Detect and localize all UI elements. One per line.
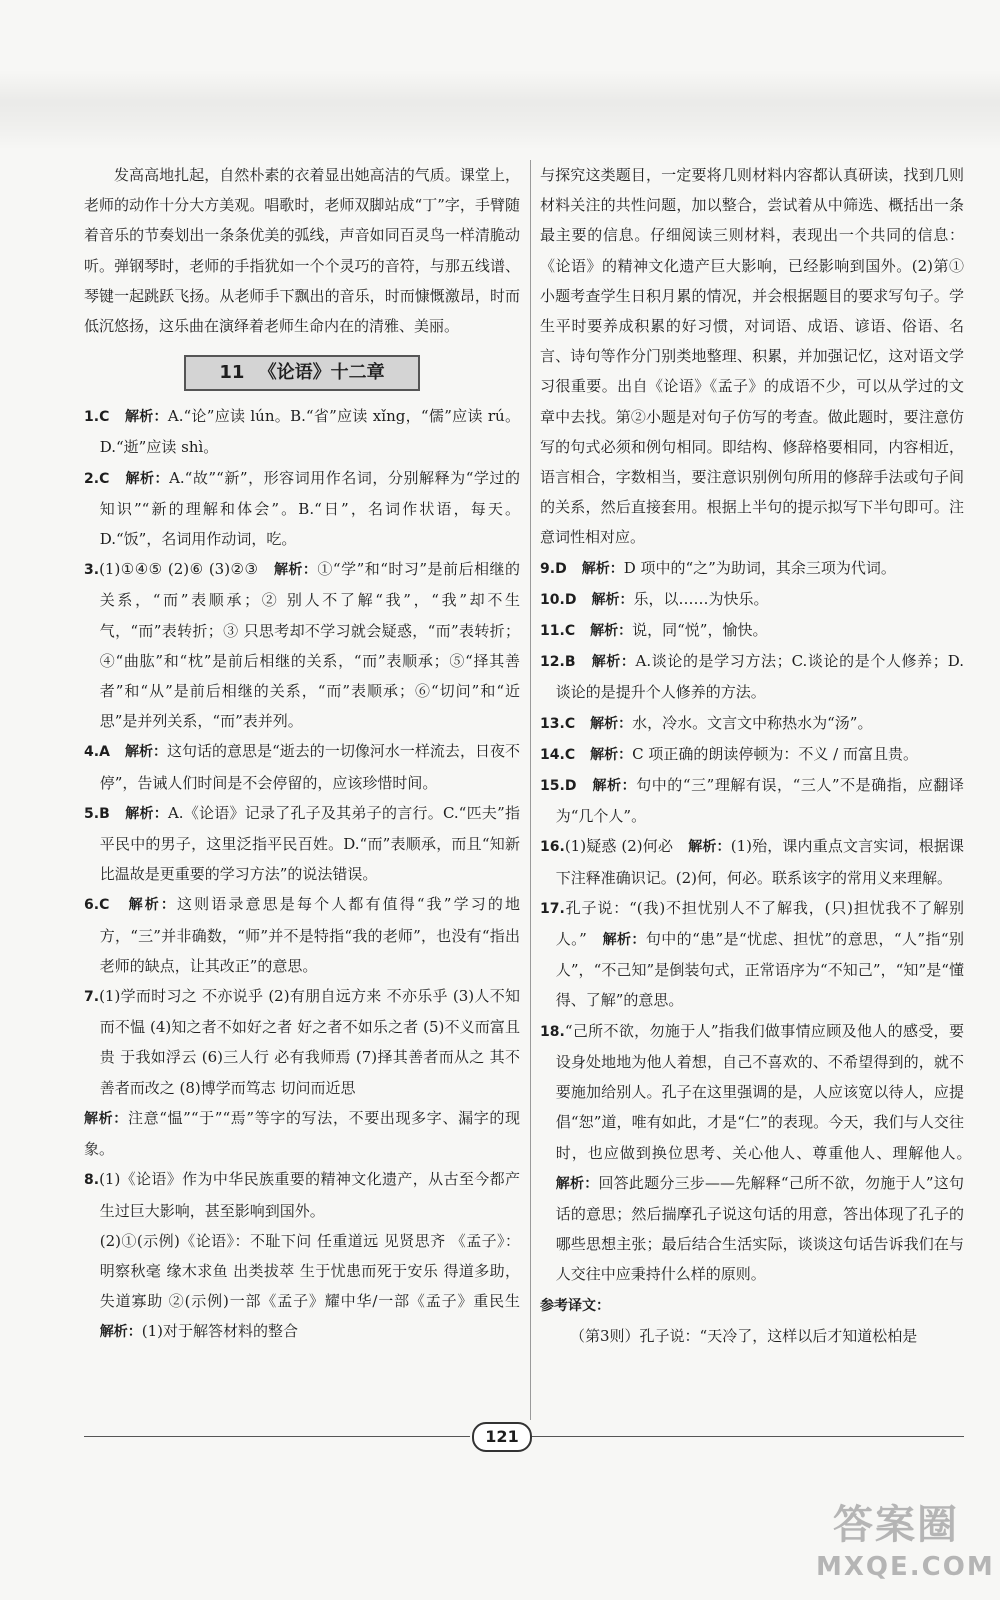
item-answer: C — [564, 623, 576, 640]
analysis-label: 解析： — [125, 470, 170, 487]
answer-item — [540, 770, 964, 831]
item-answer: C — [99, 897, 110, 914]
analysis-text: A.谈论的是学习方法；C.谈论的是个人修养；D.谈论的是提升个人修养的方法。 — [555, 652, 964, 702]
item-number: 6. — [84, 897, 100, 914]
answer-item — [84, 554, 520, 736]
answer-note — [84, 1103, 520, 1164]
item-number: 18. — [540, 1023, 565, 1040]
item-number: 15. — [540, 778, 565, 795]
item-number: 4. — [84, 744, 100, 761]
item-answer: D — [564, 778, 577, 795]
analysis-label: 解析： — [581, 560, 624, 577]
item-answer: C — [564, 715, 576, 732]
analysis-text: A.“论”应读 lún。B.“省”应读 xǐng，“儒”应读 rú。D.“逝”应读 shì。 — [99, 407, 520, 457]
intro-paragraph: 发高高地扎起，自然朴素的衣着显出她高洁的气质。课堂上，老师的动作十分大方美观。唱歌时，老师双脚站成“丁”字，手臂随着音乐的节奏划出一条条优美的弧线，声音如同百灵鸟一样清脆动听。弹钢琴时，老师的手指犹如一个个灵巧的音符，与那五线谱、琴键一起跳跃飞扬。从老师手下飘出的音乐，时而慷慨激昂，时而低沉悠扬，这乐曲在演绎着老师生命内在的清雅、美丽。 — [84, 166, 520, 336]
analysis-text: 注意“愠”“于”“焉”等字的写法，不要出现多字、漏字的现象。 — [84, 1108, 521, 1159]
item-answer: B — [564, 654, 576, 671]
answer-item — [84, 401, 520, 462]
reference-title — [540, 1290, 964, 1321]
watermark-site: MXQE.COM — [816, 1552, 995, 1582]
answer-item — [84, 736, 520, 797]
scan-shadow-band — [0, 70, 1000, 150]
column-divider — [530, 160, 531, 1420]
analysis-label: 解析： — [591, 654, 636, 671]
analysis-label: 解析： — [124, 409, 168, 426]
analysis-text: (1)对于解答材料的整合 — [141, 1322, 298, 1341]
analysis-text: 乐，以……为快乐。 — [633, 589, 769, 608]
answer-item — [540, 646, 964, 707]
page-number: 121 — [472, 1422, 532, 1452]
item-answer: A — [99, 744, 110, 761]
item-answer: B — [99, 805, 110, 822]
analysis-label: 解析： — [688, 839, 731, 856]
analysis-text: 这句话的意思是“逝去的一切像河水一样流去，日夜不停”，告诫人们时间是不会停留的，应该珍惜时间。 — [99, 742, 520, 792]
analysis-label: 解析： — [591, 591, 634, 608]
answer-item — [84, 798, 520, 890]
analysis-text: 水，冷水。文言文中称热水为“汤”。 — [632, 713, 873, 732]
answer-item — [540, 831, 964, 892]
answer-item — [84, 889, 520, 981]
analysis-text: 说，同“悦”，愉快。 — [632, 621, 768, 640]
item-number: 8. — [84, 1172, 100, 1189]
continuation-text: 与探究这类题目，一定要将几则材料内容都认真研读，找到几则材料关注的共性问题，加以整合，尝试着从中筛选、概括出一条最主要的信息。仔细阅读三则材料，表现出一个共同的信息：《论语》的精神文化遗产巨大影响，已经影响到国外。(2)第①小题考查学生日积月累的情况，并会根据题目的要求写句子。学生平时要养成积累的好习惯，对词语、成语、谚语、俗语、名言、诗句等作分门别类地整理、积累，并加强记忆，这对语文学习很重要。出自《论语》《孟子》的成语不少，可以从学过的文章中去找。第②小题是对句子仿写的考查。做此题时，要注意仿写的句式必须和例句相同。即结构、修辞格要相同，内容相近，语言相合，字数相当，要注意识别例句所用的修辞手法或句子间的关系，然后直接套用。根据上半句的提示拟写下半句即可。注意词性相对应。 — [540, 166, 964, 547]
reference-text: （第3则）孔子说：“天冷了，这样以后才知道松柏是 — [570, 1326, 918, 1345]
answer-item — [84, 981, 520, 1103]
right-column — [540, 160, 964, 1351]
answer-item — [540, 708, 964, 739]
item-answer: C — [564, 746, 576, 763]
analysis-label: 解析： — [84, 1110, 128, 1127]
item-number: 10. — [540, 591, 565, 608]
analysis-label: 解析： — [99, 1324, 142, 1341]
item-answer: C — [99, 409, 110, 426]
item-answer: C — [99, 470, 110, 487]
item-answer: (1)疑惑 (2)何必 — [564, 837, 674, 856]
item-answer: D — [564, 591, 577, 608]
item-number: 16. — [540, 839, 565, 856]
analysis-label: 解析： — [602, 932, 646, 949]
analysis-text: 句中的“三”理解有误，“三人”不是确指，应翻译为“几个人”。 — [555, 776, 964, 826]
item-answer: D — [555, 560, 567, 577]
analysis-text: 句中的“患”是“忧虑、担忧”的意思，“人”指“别人”，“不己知”是倒装句式，正常语序为“不知己”，“知”是“懂得、了解”的意思。 — [555, 930, 964, 1010]
item-answer: “己所不欲，勿施于人”指我们做事情应顾及他人的感受，要设身处地地为他人着想，自己不喜欢的、不希望得到的，就不要施加给别人。孔子在这里强调的是，人应该宽以待人，应提倡“恕”道，唯有如此，才是“仁”的表现。今天，我们与人交往时，也应做到换位思考、关心他人、尊重他人、理解他人。 — [555, 1021, 964, 1162]
item-number: 2. — [84, 470, 100, 487]
answer-item — [84, 1164, 520, 1225]
analysis-text: A.“故”“新”，形容词用作名词，分别解释为“学过的知识”“新的理解和体会”。B.“日”，名词作状语，每天。D.“饭”，名词用作动词，吃。 — [99, 468, 520, 549]
footer-rule-right — [530, 1436, 964, 1437]
item-number: 17. — [540, 900, 565, 917]
footer-rule-left — [84, 1436, 470, 1437]
analysis-text: ①“学”和“时习”是前后相继的关系，“而”表顺承；② 别人不了解“我”，“我”却不生气，“而”表转折；③ 只思考却不学习就会疑惑，“而”表转折；④“曲肱”和“枕”是前后相继的关系，“而”表顺承；⑤“择其善者”和“从”是前后相继的关系，“而”表顺承；⑥“切问”和“近思”是并列关系，“而”表并列。 — [99, 560, 520, 731]
watermark-icon: 答案圈 — [833, 1502, 959, 1548]
section-name: 《论语》十二章 — [258, 362, 385, 384]
answer-item — [540, 584, 964, 615]
analysis-label: 解析： — [590, 715, 633, 732]
analysis-label: 解析： — [273, 562, 318, 579]
analysis-label: 解析： — [592, 778, 637, 795]
analysis-text: C 项正确的朗读停顿为：不义 / 而富且贵。 — [632, 744, 918, 763]
item-number: 7. — [84, 989, 100, 1006]
item-number: 1. — [84, 409, 100, 426]
answer-item — [540, 1016, 964, 1290]
analysis-text: D 项中的“之”为助词，其余三项为代词。 — [623, 558, 896, 577]
item-number: 12. — [540, 654, 565, 671]
analysis-label: 解析： — [125, 805, 168, 822]
item-answer: 孔子说：“(我)不担忧别人不了解我，(只)担忧我不了解别人。” — [555, 898, 964, 949]
left-column — [84, 160, 520, 1348]
item-answer: (1)①④⑤ (2)⑥ (3)②③ — [99, 560, 259, 579]
analysis-text: (1)殆，课内重点文言实词，根据课下注释准确识记。(2)何，何必。联系该字的常用义来理解。 — [555, 837, 965, 887]
reference-title-text: 参考译文： — [540, 1297, 610, 1314]
answer-item — [540, 615, 964, 646]
analysis-label: 解析： — [124, 744, 167, 761]
answer-item — [84, 463, 520, 555]
item-number: 14. — [540, 746, 565, 763]
answer-subpart — [84, 1226, 520, 1348]
analysis-label: 解析： — [590, 746, 633, 763]
analysis-label: 解析： — [555, 1175, 599, 1192]
section-title — [184, 355, 420, 391]
item-number: 9. — [540, 560, 556, 577]
analysis-text: 回答此题分三步——先解释“己所不欲，勿施于人”这句话的意思；然后揣摩孔子说这句话的用意，答出体现了孔子的哪些思想主张；最后结合生活实际，谈谈这句话告诉我们在与人交往中应秉持什么样的原则。 — [555, 1173, 965, 1284]
answer-item — [540, 553, 964, 584]
watermark-logo — [816, 1500, 995, 1590]
item-answer: (1)《论语》作为中华民族重要的精神文化遗产，从古至今都产生过巨大影响，甚至影响到国外。 — [99, 1170, 520, 1220]
item-number: 13. — [540, 715, 565, 732]
item-number: 11. — [540, 623, 565, 640]
section-number: 11 — [219, 362, 245, 384]
analysis-label: 解析： — [128, 897, 178, 914]
item-answer: (2)①(示例)《论语》：不耻下问 任重道远 见贤思齐 《孟子》：明察秋毫 缘木求鱼 出类拔萃 生于忧患而死于安乐 得道多助，失道寡助 ②(示例)一部《孟子》耀中华/一部《孟子》重民生 — [99, 1231, 520, 1311]
analysis-text: 这则语录意思是每个人都有值得“我”学习的地方，“三”并非确数，“师”并不是特指“我的老师”，也没有“指出老师的缺点，让其改正”的意思。 — [99, 895, 520, 975]
answer-item — [540, 739, 964, 770]
item-number: 3. — [84, 562, 100, 579]
analysis-label: 解析： — [590, 623, 633, 640]
item-answer: (1)学而时习之 不亦说乎 (2)有朋自远方来 不亦乐乎 (3)人不知而不愠 (4)知之者不如好之者 好之者不如乐之者 (5)不义而富且贵 于我如浮云 (6)三人行 必有我师焉 (7)择其善者而从之 其不善者而改之 (8)博学而笃志 切问而近思 — [99, 987, 520, 1097]
item-number: 5. — [84, 805, 100, 822]
analysis-text: A.《论语》记录了孔子及其弟子的言行。C.“匹夫”指平民中的男子，这里泛指平民百姓。D.“而”表顺承，而且“知新比温故是更重要的学习方法”的说法错误。 — [99, 803, 520, 884]
answer-item — [540, 893, 964, 1016]
